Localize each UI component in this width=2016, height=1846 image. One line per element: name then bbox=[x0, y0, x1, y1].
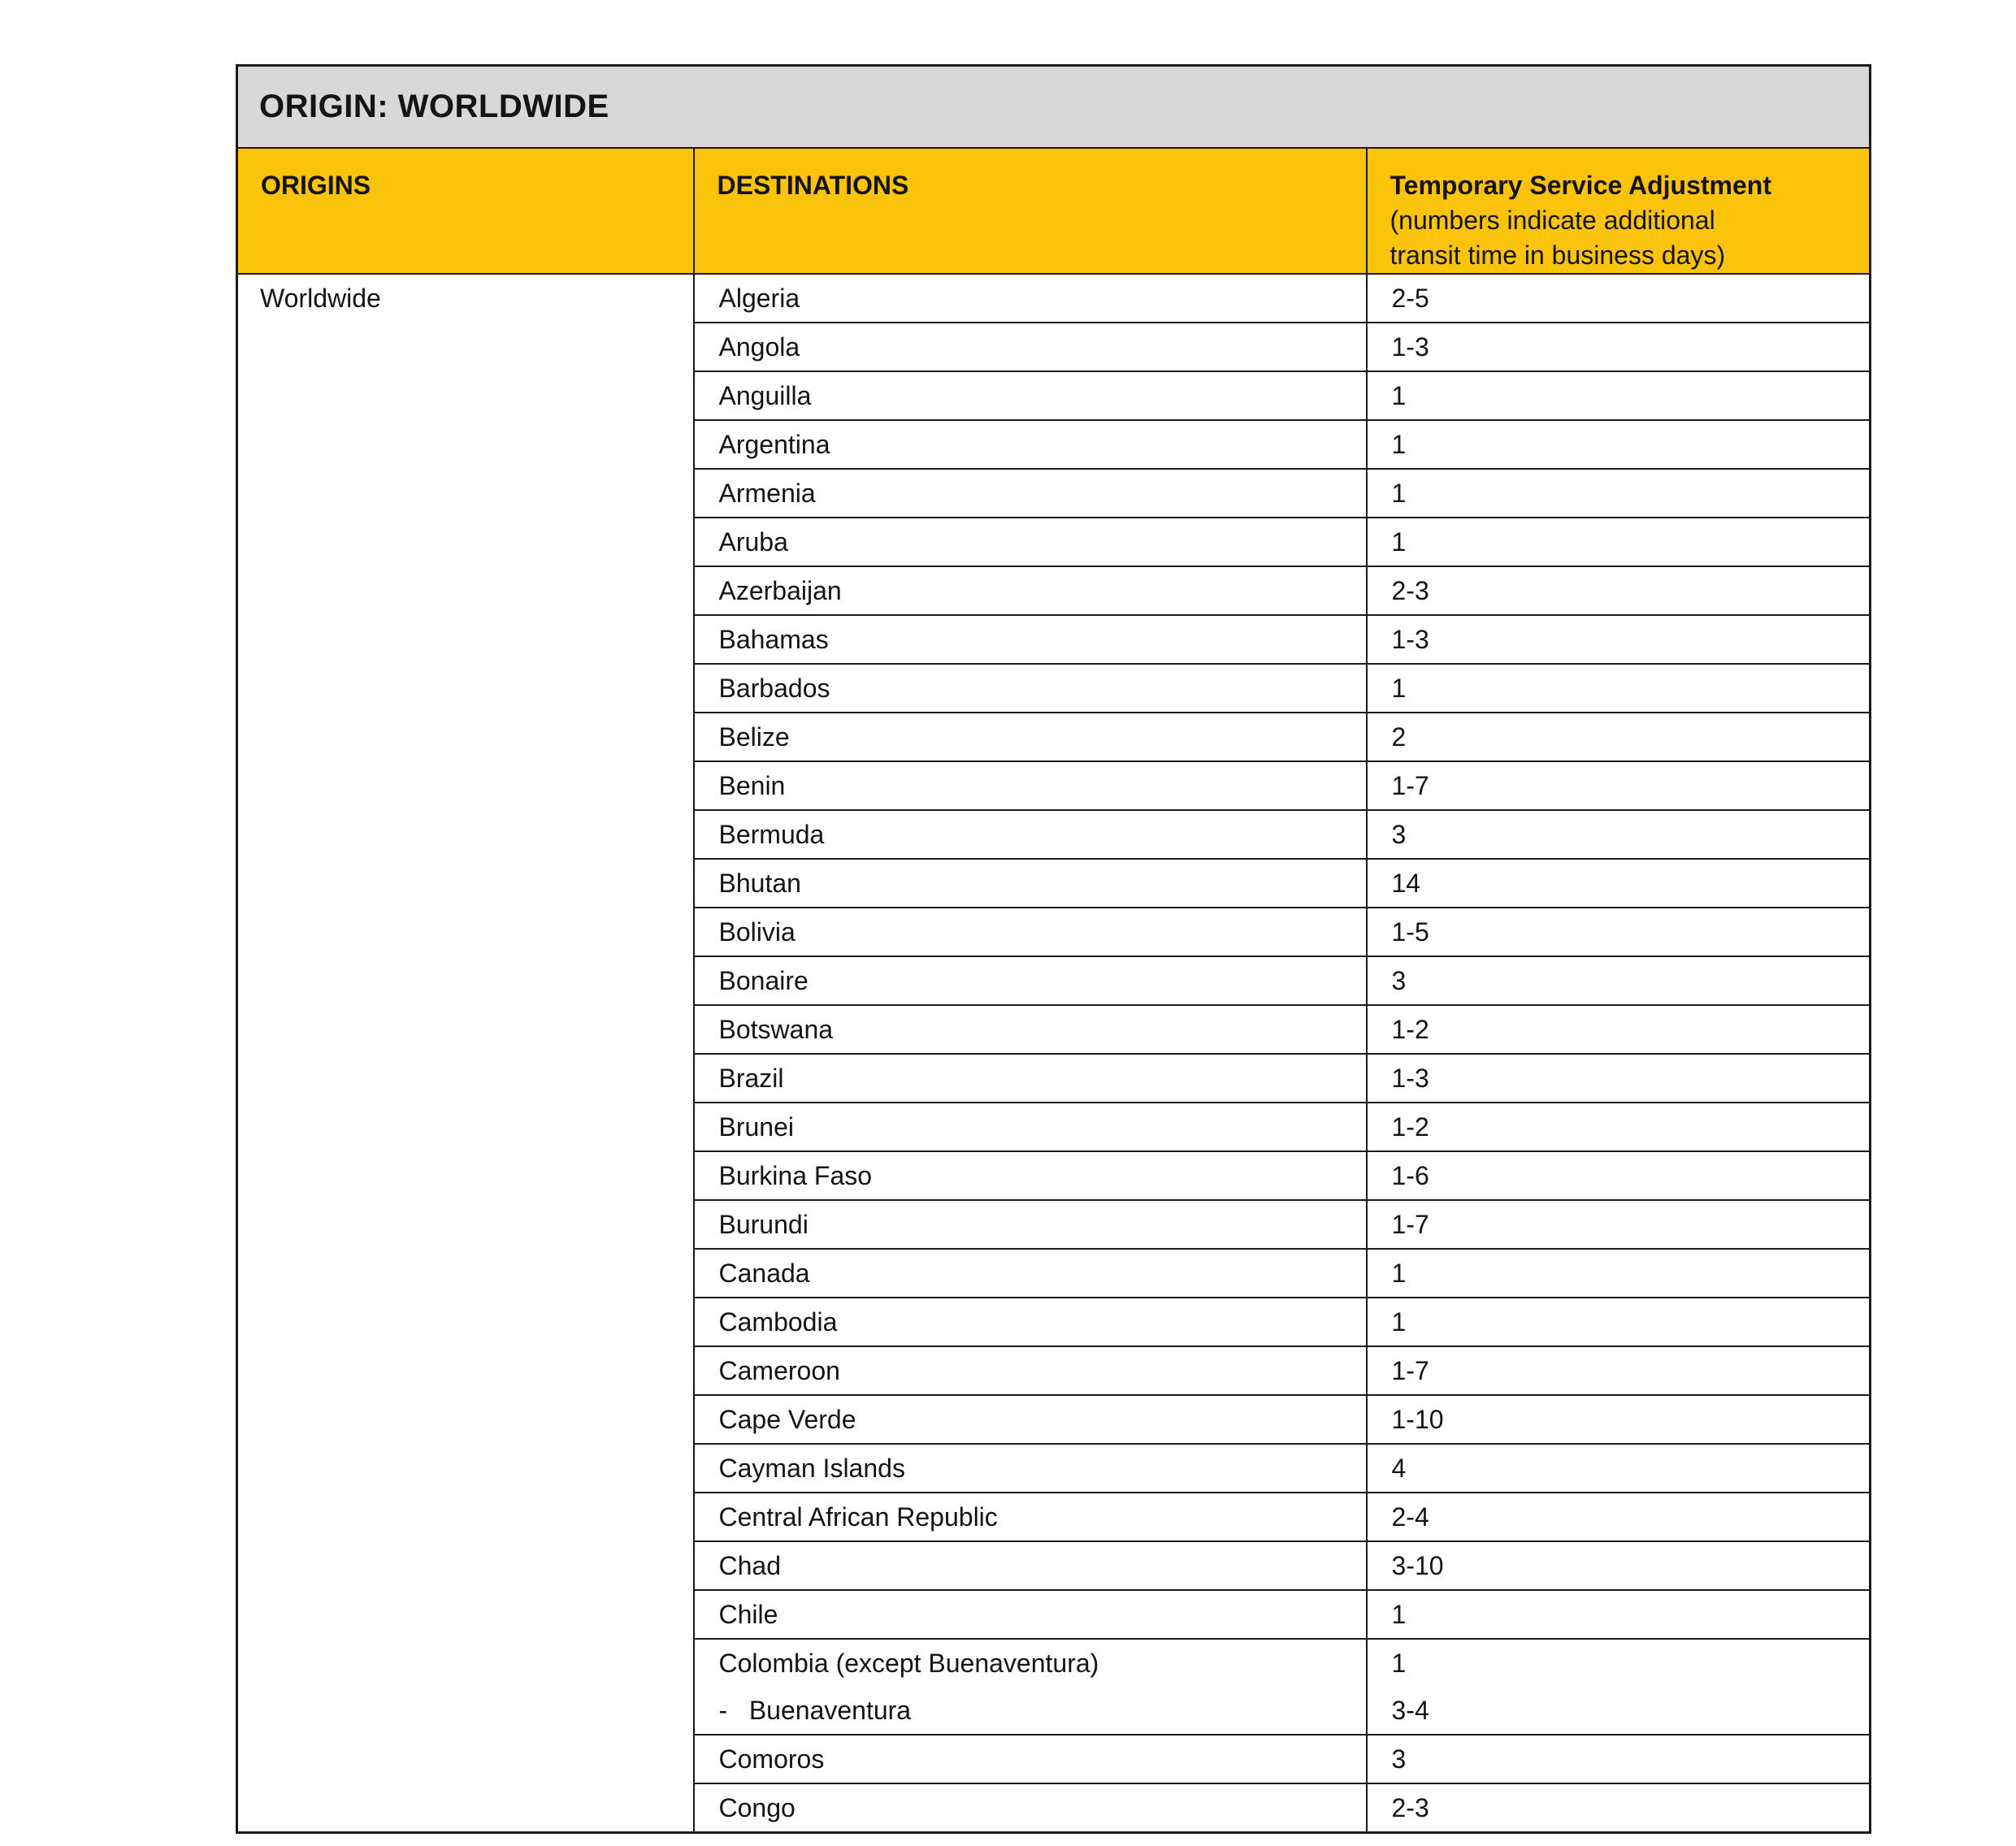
destination-line: Central African Republic bbox=[718, 1502, 998, 1532]
table-row bbox=[237, 274, 1871, 323]
destination-cell bbox=[694, 1541, 1367, 1590]
destination-cell bbox=[694, 1493, 1367, 1541]
destination-line: Burundi bbox=[718, 1209, 809, 1239]
adjustment-line: 1 bbox=[1391, 380, 1407, 410]
adjustment-cell bbox=[1367, 1735, 1871, 1783]
adjustment-cell bbox=[1367, 713, 1871, 761]
adjustment-header-note-line1: (numbers indicate additional bbox=[1390, 205, 1715, 235]
adjustment-line: 1 bbox=[1391, 478, 1407, 508]
destination-cell bbox=[694, 1395, 1367, 1444]
destination-line: Brunei bbox=[718, 1112, 794, 1142]
destination-line: Chad bbox=[718, 1550, 781, 1580]
destination-cell bbox=[694, 859, 1367, 908]
destination-line: - Buenaventura bbox=[718, 1695, 912, 1725]
adjustment-cell bbox=[1367, 1639, 1871, 1735]
adjustment-cell bbox=[1367, 956, 1871, 1005]
destination-line: Bhutan bbox=[718, 868, 801, 898]
destinations-header-label: DESTINATIONS bbox=[717, 170, 909, 200]
destination-cell bbox=[694, 1151, 1367, 1200]
table-body bbox=[237, 274, 1871, 1833]
adjustment-line: 3 bbox=[1391, 819, 1407, 849]
destination-cell bbox=[694, 1005, 1367, 1054]
adjustment-line: 1 bbox=[1391, 673, 1407, 703]
adjustment-line: 1-7 bbox=[1391, 770, 1429, 800]
adjustment-line: 2 bbox=[1391, 722, 1407, 752]
destination-line: Angola bbox=[718, 332, 800, 362]
adjustment-line: 1-10 bbox=[1391, 1404, 1444, 1434]
destination-cell bbox=[694, 566, 1367, 615]
adjustment-line: 2-5 bbox=[1391, 283, 1429, 313]
origins-header-label: ORIGINS bbox=[261, 170, 371, 200]
destination-line: Argentina bbox=[718, 429, 830, 459]
destination-line: Algeria bbox=[718, 283, 800, 313]
adjustment-cell bbox=[1367, 615, 1871, 664]
adjustment-cell bbox=[1367, 810, 1871, 859]
adjustment-line: 2-3 bbox=[1391, 1792, 1429, 1822]
col-header-origins bbox=[237, 148, 694, 274]
destination-cell bbox=[694, 371, 1367, 420]
destination-line: Anguilla bbox=[718, 380, 812, 410]
col-header-adjustment bbox=[1367, 148, 1871, 274]
destination-line: Cambodia bbox=[718, 1306, 838, 1337]
adjustment-cell bbox=[1367, 518, 1871, 566]
destination-line: Congo bbox=[718, 1792, 796, 1822]
adjustment-line: 1-6 bbox=[1391, 1160, 1429, 1190]
destination-cell bbox=[694, 1103, 1367, 1151]
adjustment-line: 1-3 bbox=[1391, 332, 1429, 362]
destination-cell bbox=[694, 469, 1367, 518]
destination-cell bbox=[694, 1590, 1367, 1639]
destination-cell bbox=[694, 1783, 1367, 1833]
destination-cell bbox=[694, 664, 1367, 713]
service-adjustment-table bbox=[236, 64, 1871, 1834]
adjustment-line: 14 bbox=[1391, 868, 1421, 898]
adjustment-cell bbox=[1367, 1590, 1871, 1639]
adjustment-cell bbox=[1367, 371, 1871, 420]
destination-cell bbox=[694, 713, 1367, 761]
destination-line: Botswana bbox=[718, 1014, 834, 1044]
adjustment-cell bbox=[1367, 1783, 1871, 1833]
adjustment-cell bbox=[1367, 908, 1871, 956]
destination-cell bbox=[694, 1346, 1367, 1395]
destination-line: Comoros bbox=[718, 1744, 825, 1774]
adjustment-line: 1 bbox=[1391, 1258, 1407, 1288]
col-header-destinations bbox=[694, 148, 1367, 274]
adjustment-line: 3 bbox=[1391, 965, 1407, 995]
adjustment-cell bbox=[1367, 566, 1871, 615]
destination-cell bbox=[694, 1639, 1367, 1735]
column-header-row bbox=[237, 148, 1871, 274]
destination-cell bbox=[694, 761, 1367, 810]
adjustment-cell bbox=[1367, 1005, 1871, 1054]
adjustment-cell bbox=[1367, 1151, 1871, 1200]
adjustment-cell bbox=[1367, 420, 1871, 469]
destination-line: Bermuda bbox=[718, 819, 825, 849]
destination-line: Chile bbox=[718, 1599, 778, 1629]
destination-line: Bahamas bbox=[718, 624, 829, 654]
adjustment-cell bbox=[1367, 1346, 1871, 1395]
destination-cell bbox=[694, 810, 1367, 859]
destination-cell bbox=[694, 1200, 1367, 1249]
destination-cell bbox=[694, 1249, 1367, 1298]
adjustment-cell bbox=[1367, 1493, 1871, 1541]
table-title: ORIGIN: WORLDWIDE bbox=[237, 66, 1871, 148]
adjustment-line: 1 bbox=[1391, 1306, 1407, 1337]
adjustment-line: 1-3 bbox=[1391, 624, 1429, 654]
destination-cell bbox=[694, 1735, 1367, 1783]
adjustment-cell bbox=[1367, 664, 1871, 713]
adjustment-cell bbox=[1367, 1249, 1871, 1298]
destination-cell bbox=[694, 956, 1367, 1005]
destination-line: Colombia (except Buenaventura) bbox=[718, 1648, 1099, 1678]
destination-cell bbox=[694, 908, 1367, 956]
adjustment-cell bbox=[1367, 761, 1871, 810]
adjustment-line: 1-2 bbox=[1391, 1112, 1429, 1142]
destination-line: Canada bbox=[718, 1258, 810, 1288]
adjustment-line: 4 bbox=[1391, 1453, 1407, 1483]
adjustment-cell bbox=[1367, 274, 1871, 323]
destination-line: Benin bbox=[718, 770, 786, 800]
adjustment-cell bbox=[1367, 469, 1871, 518]
adjustment-line: 2-4 bbox=[1391, 1502, 1429, 1532]
adjustment-line: 1 bbox=[1391, 526, 1407, 557]
adjustment-line: 3-10 bbox=[1391, 1550, 1444, 1580]
adjustment-line: 3 bbox=[1391, 1744, 1407, 1774]
adjustment-line: 1 bbox=[1391, 1599, 1407, 1629]
destination-line: Barbados bbox=[718, 673, 830, 703]
destination-cell bbox=[694, 1444, 1367, 1493]
adjustment-cell bbox=[1367, 1444, 1871, 1493]
adjustment-cell bbox=[1367, 1395, 1871, 1444]
destination-line: Bolivia bbox=[718, 916, 796, 947]
adjustment-line: 2-3 bbox=[1391, 575, 1429, 605]
destination-cell bbox=[694, 518, 1367, 566]
adjustment-line: 3-4 bbox=[1391, 1695, 1429, 1725]
destination-line: Aruba bbox=[718, 526, 788, 557]
destination-line: Belize bbox=[718, 722, 790, 752]
adjustment-cell bbox=[1367, 859, 1871, 908]
destination-line: Brazil bbox=[718, 1063, 784, 1093]
origin-cell bbox=[237, 274, 694, 1833]
adjustment-line: 1 bbox=[1391, 429, 1407, 459]
adjustment-line: 1-3 bbox=[1391, 1063, 1429, 1093]
adjustment-cell bbox=[1367, 1200, 1871, 1249]
destination-cell bbox=[694, 1298, 1367, 1346]
adjustment-line: 1 bbox=[1391, 1648, 1407, 1678]
destination-line: Armenia bbox=[718, 478, 816, 508]
destination-line: Bonaire bbox=[718, 965, 809, 995]
adjustment-line: 1-2 bbox=[1391, 1014, 1429, 1044]
adjustment-line: 1-7 bbox=[1391, 1355, 1429, 1385]
destination-line: Cameroon bbox=[718, 1355, 840, 1385]
adjustment-line: 1-5 bbox=[1391, 916, 1429, 947]
destination-line: Cape Verde bbox=[718, 1404, 856, 1434]
destination-line: Cayman Islands bbox=[718, 1453, 905, 1483]
destination-line: Burkina Faso bbox=[718, 1160, 873, 1190]
destination-cell bbox=[694, 323, 1367, 371]
destination-line: Azerbaijan bbox=[718, 575, 842, 605]
destination-cell bbox=[694, 420, 1367, 469]
adjustment-cell bbox=[1367, 1298, 1871, 1346]
adjustment-cell bbox=[1367, 323, 1871, 371]
destination-cell bbox=[694, 615, 1367, 664]
adjustment-cell bbox=[1367, 1054, 1871, 1103]
adjustment-header-title: Temporary Service Adjustment bbox=[1390, 170, 1771, 200]
destination-cell bbox=[694, 1054, 1367, 1103]
adjustment-line: 1-7 bbox=[1391, 1209, 1429, 1239]
origin-value: Worldwide bbox=[260, 283, 381, 313]
adjustment-cell bbox=[1367, 1541, 1871, 1590]
title-row bbox=[237, 66, 1871, 148]
adjustment-cell bbox=[1367, 1103, 1871, 1151]
destination-cell bbox=[694, 274, 1367, 323]
adjustment-header-note-line2: transit time in business days) bbox=[1390, 240, 1726, 270]
